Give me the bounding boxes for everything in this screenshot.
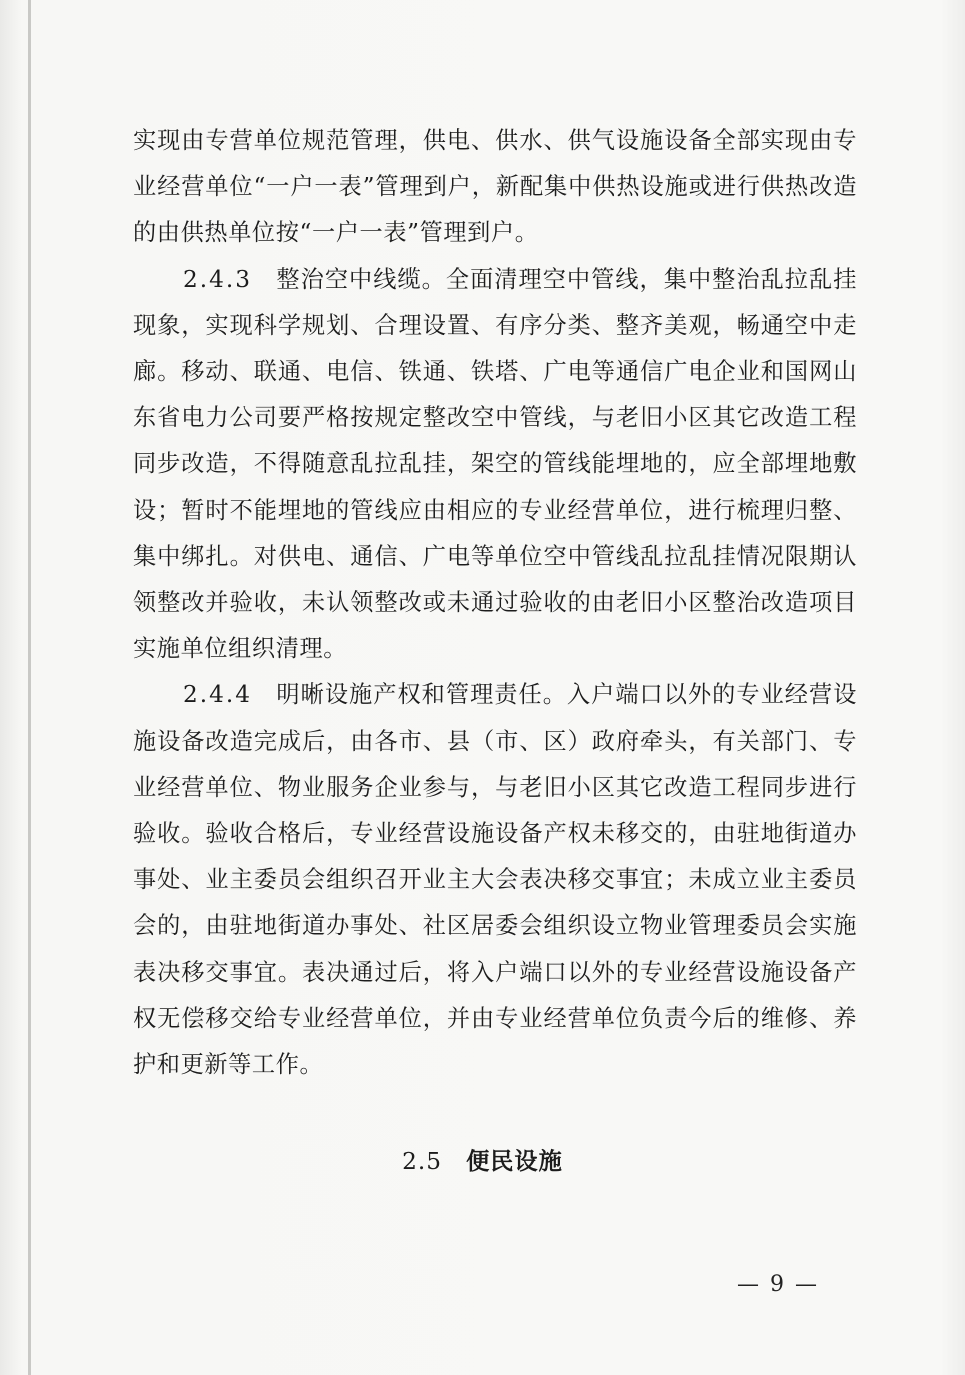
body-text bbox=[133, 118, 857, 1088]
clause-number: 2.4.3 bbox=[183, 265, 252, 293]
section-title: 便民设施 bbox=[466, 1148, 563, 1175]
paragraph-text: 实现由专营单位规范管理，供电、供水、供气设施设备全部实现由专业经营单位“一户一表”管理到户，新配集中供热设施或进行供热改造的由供热单位按“一户一表”管理到户。 bbox=[133, 127, 857, 247]
section-heading bbox=[0, 1142, 965, 1176]
paragraph-continuation bbox=[133, 118, 857, 257]
page-number: — 9 — bbox=[737, 1272, 819, 1297]
paragraph-2-4-4 bbox=[133, 672, 857, 1088]
paragraph-text: 整治空中线缆。全面清理空中管线，集中整治乱拉乱挂现象，实现科学规划、合理设置、有序分类、整齐美观，畅通空中走廊。移动、联通、电信、铁通、铁塔、广电等通信广电企业和国网山东省电力公司要严格按规定整改空中管线，与老旧小区其它改造工程同步改造，不得随意乱拉乱挂，架空的管线能埋地的，应全部埋地敷设；暂时不能埋地的管线应由相应的专业经营单位，进行梳理归整、集中绑扎。对供电、通信、广电等单位空中管线乱拉乱挂情况限期认领整改并验收，未认领整改或未通过验收的由老旧小区整治改造项目实施单位组织清理。 bbox=[133, 265, 857, 663]
paragraph-text: 明晰设施产权和管理责任。入户端口以外的专业经营设施设备改造完成后，由各市、县（市、区）政府牵头，有关部门、专业经营单位、物业服务企业参与，与老旧小区其它改造工程同步进行验收。验收合格后，专业经营设施设备产权未移交的，由驻地街道办事处、业主委员会组织召开业主大会表决移交事宜；未成立业主委员会的，由驻地街道办事处、社区居委会组织设立物业管理委员会实施表决移交事宜。表决通过后，将入户端口以外的专业经营设施设备产权无偿移交给专业经营单位，并由专业经营单位负责今后的维修、养护和更新等工作。 bbox=[133, 681, 857, 1079]
section-number: 2.5 bbox=[402, 1148, 443, 1175]
clause-number: 2.4.4 bbox=[183, 681, 252, 709]
paragraph-2-4-3 bbox=[133, 257, 857, 673]
